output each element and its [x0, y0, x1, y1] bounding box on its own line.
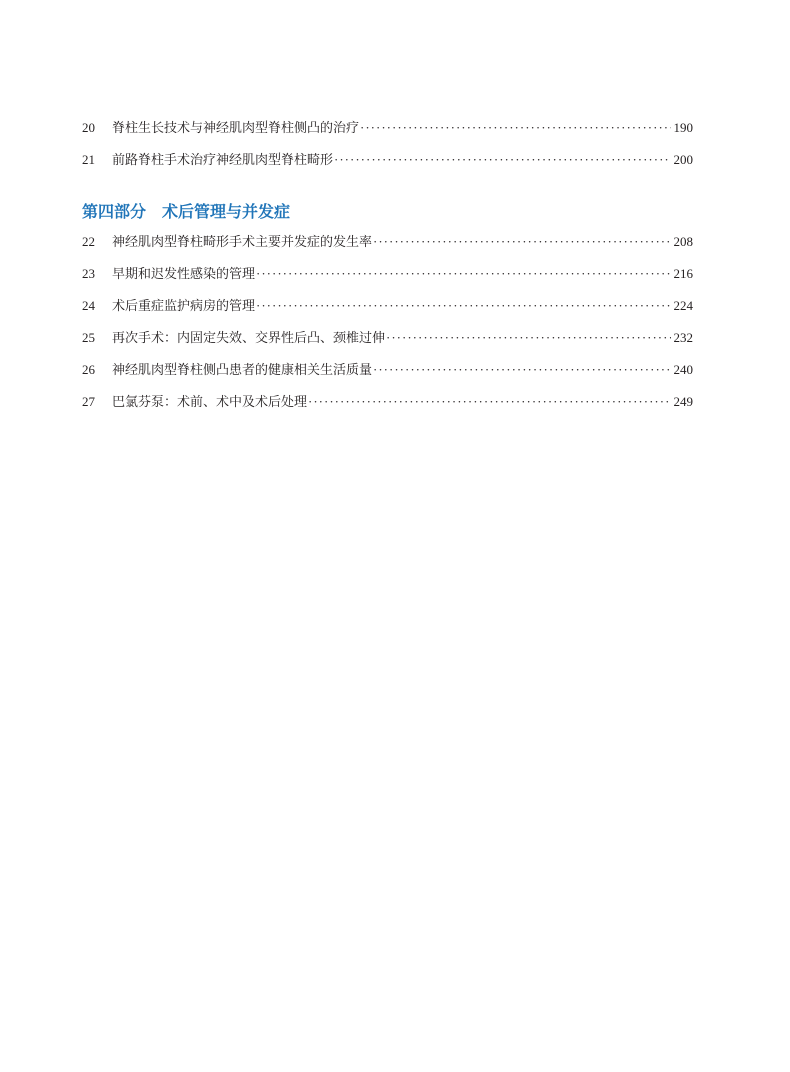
section-title: 术后管理与并发症 — [162, 202, 291, 221]
entry-page-number: 232 — [673, 330, 693, 345]
dot-leader — [308, 386, 670, 418]
toc-entry[interactable] — [82, 144, 693, 176]
entry-title: 脊柱生长技术与神经肌肉型脊柱侧凸的治疗 — [112, 120, 360, 135]
entry-title: 早期和迟发性感染的管理 — [112, 266, 256, 281]
entry-title: 巴氯芬泵：术前、术中及术后处理 — [112, 394, 308, 409]
toc-entry[interactable] — [82, 386, 693, 418]
entry-page-number: 240 — [673, 362, 693, 377]
toc-entry[interactable] — [82, 226, 693, 258]
entry-page-number: 200 — [673, 152, 693, 167]
entry-number: 24 — [82, 298, 95, 313]
toc-entry[interactable] — [82, 258, 693, 290]
entry-number: 23 — [82, 266, 95, 281]
dot-leader — [373, 354, 670, 386]
entry-number: 20 — [82, 120, 95, 135]
entry-page-number: 208 — [673, 234, 693, 249]
toc-entry[interactable] — [82, 112, 693, 144]
dot-leader — [334, 144, 670, 176]
entry-number: 25 — [82, 330, 95, 345]
entry-title: 术后重症监护病房的管理 — [112, 298, 256, 313]
entry-page-number: 190 — [673, 120, 693, 135]
entry-page-number: 216 — [673, 266, 693, 281]
entry-title: 神经肌肉型脊柱畸形手术主要并发症的发生率 — [112, 234, 373, 249]
dot-leader — [360, 112, 670, 144]
toc-entry[interactable] — [82, 322, 693, 354]
toc-list-top — [82, 112, 693, 176]
toc-list-section-four — [82, 226, 693, 418]
dot-leader — [373, 226, 670, 258]
entry-number: 27 — [82, 394, 95, 409]
section-part-label: 第四部分 — [82, 202, 147, 221]
entry-title: 神经肌肉型脊柱侧凸患者的健康相关生活质量 — [112, 362, 373, 377]
entry-number: 21 — [82, 152, 95, 167]
entry-page-number: 249 — [673, 394, 693, 409]
entry-page-number: 224 — [673, 298, 693, 313]
entry-title: 前路脊柱手术治疗神经肌肉型脊柱畸形 — [112, 152, 334, 167]
dot-leader — [386, 322, 670, 354]
dot-leader — [256, 258, 670, 290]
entry-number: 22 — [82, 234, 95, 249]
toc-entry[interactable] — [82, 354, 693, 386]
entry-title: 再次手术：内固定失效、交界性后凸、颈椎过伸 — [112, 330, 386, 345]
entry-number: 26 — [82, 362, 95, 377]
dot-leader — [256, 290, 670, 322]
toc-entry[interactable] — [82, 290, 693, 322]
section-heading — [82, 200, 290, 224]
